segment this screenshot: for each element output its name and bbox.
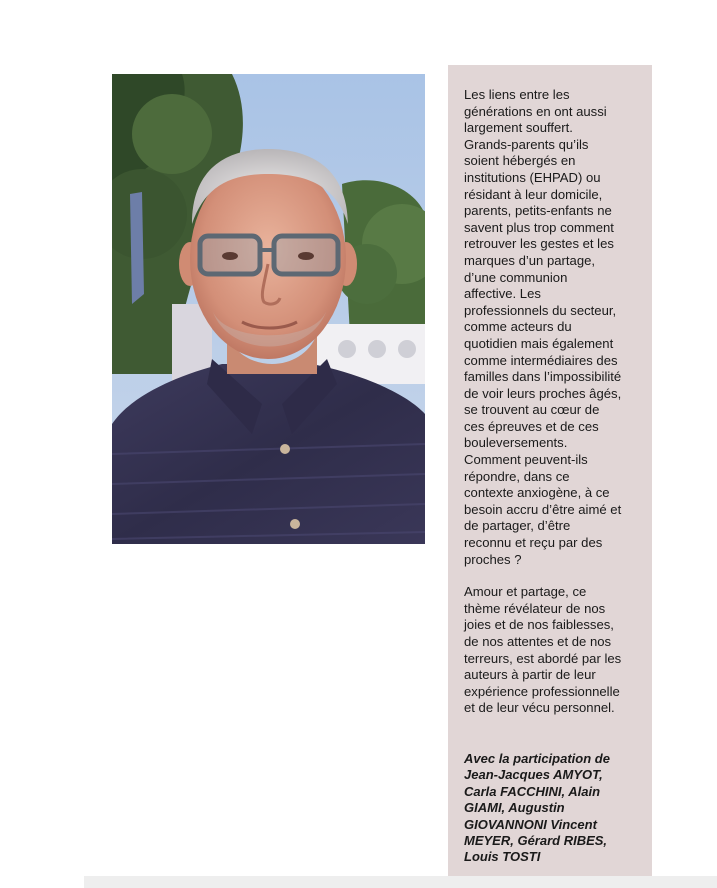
description-paragraph-1: Les liens entre les générations en ont aussi largement souffert. Grands-parents qu’ils soient hébergés en institutions (EHPAD) ou résidant à leur domicile, parents, petits-enfants ne savent plus trop comment retrouver les gestes et les marques d’un partage, d’une communion affective. Les professionnels du secteur, comme acteurs du quotidien mais également comme intermédiaires des familles dans l’impossibilité de voir leurs proches âgés, se trouvent au cœur de ces épreuves et de ces bouleversements. Comment peuvent-ils répondre, dans ce contexte anxiogène, à ce besoin accru d’être aimé et de partager, d’être reconnu et reçu par des proches ? — [464, 87, 622, 567]
portrait-illustration — [112, 74, 425, 544]
bottom-divider — [84, 876, 717, 888]
description-paragraph-2: Amour et partage, ce thème révélateur de nos joies et de nos faiblesses, de nos attentes et de nos terreurs, est abordé par les auteurs à partir de leur expérience professionnelle et de leur vécu personnel. — [464, 584, 622, 716]
author-portrait-photo — [112, 74, 425, 544]
description-sidebar — [448, 65, 652, 888]
contributors-credits: Avec la participation de Jean-Jacques AMYOT, Carla FACCHINI, Alain GIAMI, Augustin GIOVANNONI Vincent MEYER, Gérard RIBES, Louis TOSTI — [464, 751, 610, 865]
